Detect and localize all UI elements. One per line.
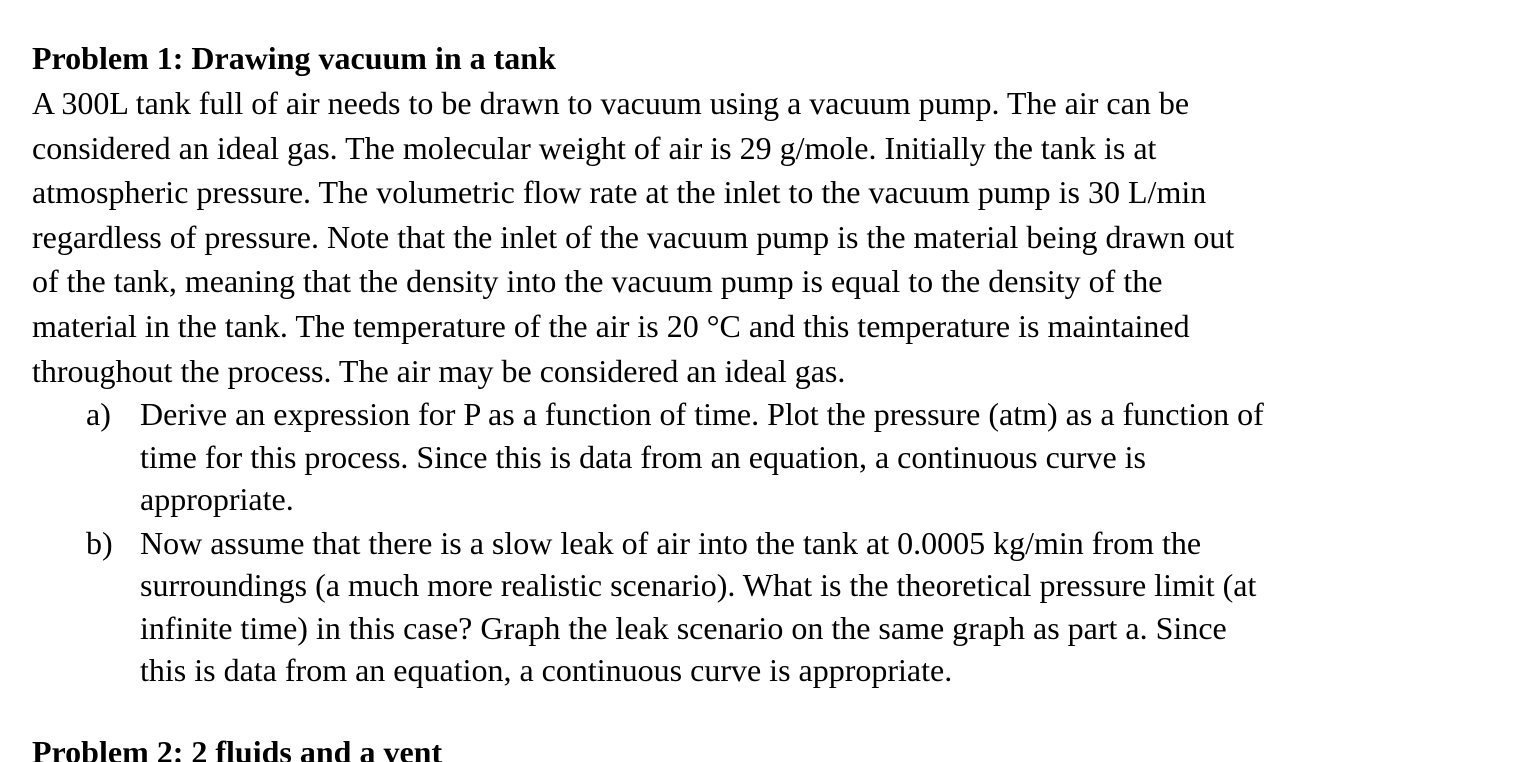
problem-1-statement <box>32 81 1432 393</box>
statement-line: considered an ideal gas. The molecular weight of air is 29 g/mole. Initially the tank is at <box>32 129 1157 166</box>
problem-2-title: Problem 2: 2 fluids and a vent <box>32 734 443 762</box>
part-a <box>86 393 1506 521</box>
statement-line: of the tank, meaning that the density into the vacuum pump is equal to the density of the <box>32 263 1163 300</box>
part-a-line: time for this process. Since this is data from an equation, a continuous curve is <box>140 438 1146 475</box>
part-a-marker: a) <box>86 396 111 432</box>
statement-line: regardless of pressure. Note that the inlet of the vacuum pump is the material being drawn out <box>32 218 1235 255</box>
part-b <box>86 522 1506 692</box>
statement-line: A 300L tank full of air needs to be drawn to vacuum using a vacuum pump. The air can be <box>32 85 1190 121</box>
part-b-line: this is data from an equation, a continuous curve is appropriate. <box>140 652 953 688</box>
part-b-line: infinite time) in this case? Graph the leak scenario on the same graph as part a. Since <box>140 609 1227 646</box>
part-b-line: surroundings (a much more realistic scenario). What is the theoretical pressure limit (at <box>140 567 1257 603</box>
problem-1-parts-list <box>86 393 1506 692</box>
part-b-line: Now assume that there is a slow leak of air into the tank at 0.0005 kg/min from the <box>140 524 1202 561</box>
statement-line: material in the tank. The temperature of the air is 20 °C and this temperature is maintained <box>32 307 1190 344</box>
problem-1-title: Problem 1: Drawing vacuum in a tank <box>32 40 556 76</box>
statement-line: atmospheric pressure. The volumetric flow rate at the inlet to the vacuum pump is 30 L/min <box>32 174 1207 211</box>
part-a-line: appropriate. <box>140 481 294 517</box>
part-b-marker: b) <box>86 524 113 561</box>
part-a-line: Derive an expression for P as a function of time. Plot the pressure (atm) as a function of <box>140 396 1264 432</box>
statement-line: throughout the process. The air may be considered an ideal gas. <box>32 352 846 389</box>
